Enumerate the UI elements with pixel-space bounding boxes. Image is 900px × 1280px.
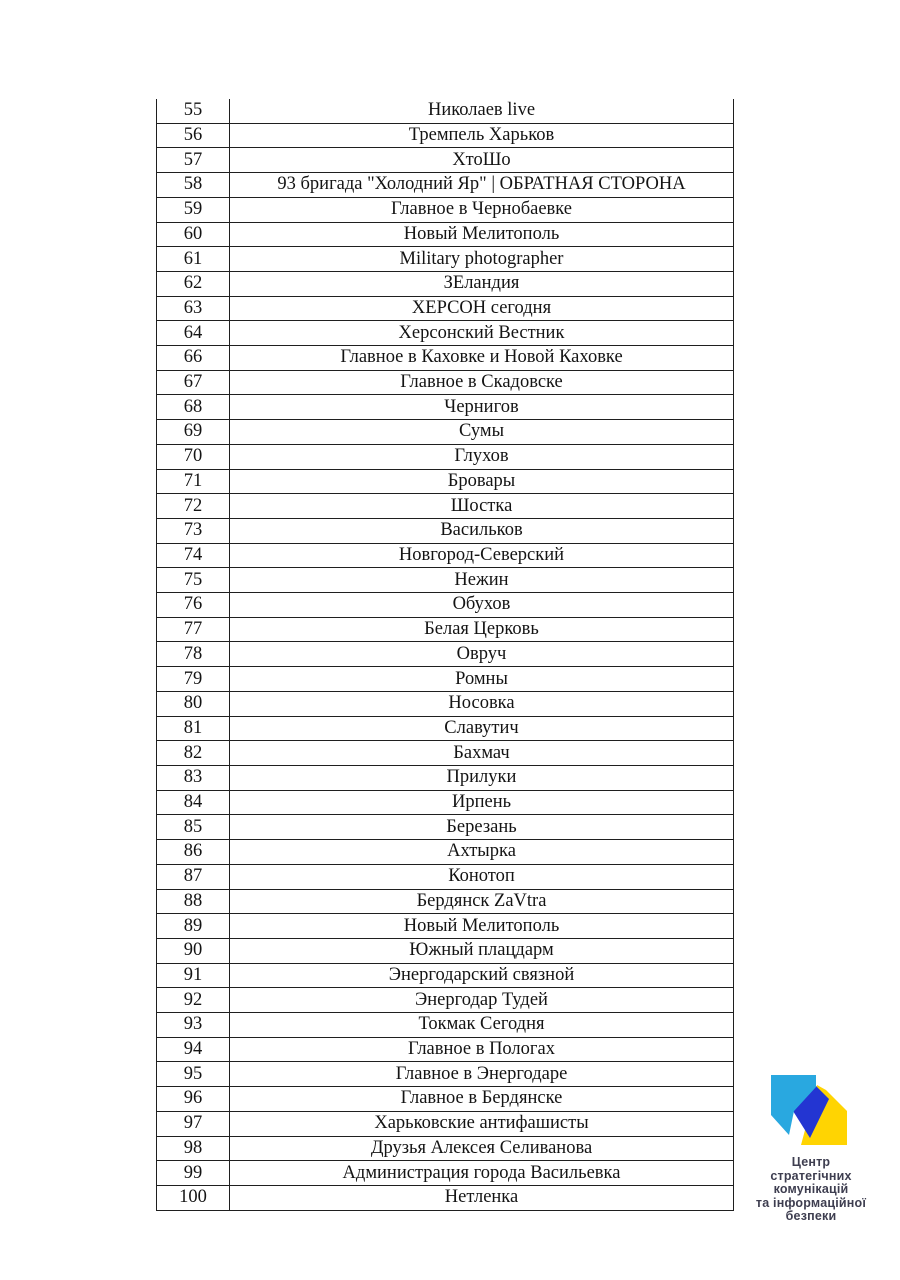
row-number-cell: 72 [157, 494, 230, 518]
channel-name-cell: Конотоп [448, 866, 515, 887]
table-row [157, 1038, 733, 1063]
row-number-cell: 93 [157, 1013, 230, 1037]
table-row [157, 272, 733, 297]
table-row [157, 1087, 733, 1112]
table-row [157, 99, 733, 124]
row-number-cell: 84 [157, 791, 230, 815]
channel-name-cell: Тремпель Харьков [408, 125, 555, 146]
table-row [157, 445, 733, 470]
table-row [157, 371, 733, 396]
row-number-cell: 80 [157, 692, 230, 716]
row-number-cell: 73 [157, 519, 230, 543]
channel-name-cell: Энергодарский связной [388, 964, 575, 985]
org-logo [751, 1063, 871, 1224]
row-number-cell: 77 [157, 618, 230, 642]
channel-name-cell: Обухов [452, 594, 511, 615]
table-row [157, 223, 733, 248]
row-number-cell: 70 [157, 445, 230, 469]
org-name-line: та інформаційної [755, 1195, 867, 1210]
channel-name-cell: Military photographer [399, 248, 564, 269]
channel-name-cell: Главное в Энергодаре [395, 1063, 568, 1084]
table-row [157, 865, 733, 890]
row-number-cell: 89 [157, 914, 230, 938]
table-row [157, 420, 733, 445]
table-row [157, 148, 733, 173]
row-number-cell: 100 [157, 1186, 230, 1210]
channel-name-cell: Нежин [454, 569, 509, 590]
channel-name-cell: Бровары [447, 470, 516, 491]
table-row [157, 741, 733, 766]
row-number-cell: 97 [157, 1112, 230, 1136]
channel-name-cell: Николаев live [427, 100, 536, 121]
channel-name-cell: Белая Церковь [424, 619, 539, 640]
channel-name-cell: Главное в Пологах [408, 1039, 555, 1060]
table-row [157, 964, 733, 989]
channel-name-cell: Славутич [444, 717, 519, 738]
table-row [157, 124, 733, 149]
channel-name-cell: Администрация города Васильевка [342, 1162, 621, 1183]
table-row [157, 321, 733, 346]
channel-name-cell: Чернигов [444, 396, 519, 417]
row-number-cell: 58 [157, 173, 230, 197]
table-row [157, 247, 733, 272]
channel-name-cell: Новый Мелитополь [403, 915, 560, 936]
row-number-cell: 82 [157, 741, 230, 765]
table-row [157, 939, 733, 964]
table-row [157, 297, 733, 322]
row-number-cell: 87 [157, 865, 230, 889]
row-number-cell: 62 [157, 272, 230, 296]
table-row [157, 544, 733, 569]
row-number-cell: 71 [157, 470, 230, 494]
channel-name-cell: Токмак Сегодня [418, 1014, 545, 1035]
cube-logo-icon [761, 1063, 861, 1153]
row-number-cell: 74 [157, 544, 230, 568]
row-number-cell: 94 [157, 1038, 230, 1062]
channel-name-cell: Главное в Каховке и Новой Каховке [340, 347, 623, 368]
row-number-cell: 68 [157, 395, 230, 419]
table-row [157, 173, 733, 198]
channel-name-cell: Главное в Бердянске [400, 1088, 563, 1109]
channel-name-cell: Сумы [458, 421, 505, 442]
row-number-cell: 67 [157, 371, 230, 395]
row-number-cell: 78 [157, 642, 230, 666]
table-row [157, 1186, 733, 1211]
channel-name-cell: Ирпень [451, 792, 512, 813]
table-row [157, 494, 733, 519]
org-name-line: комунікацій [773, 1182, 849, 1197]
row-number-cell: 83 [157, 766, 230, 790]
table-row [157, 667, 733, 692]
org-name [751, 1156, 871, 1224]
row-number-cell: 61 [157, 247, 230, 271]
table-row [157, 840, 733, 865]
table-row [157, 1161, 733, 1186]
channel-name-cell: Носовка [448, 693, 515, 714]
channel-name-cell: Ахтырка [447, 841, 516, 862]
table-row [157, 642, 733, 667]
row-number-cell: 90 [157, 939, 230, 963]
row-number-cell: 69 [157, 420, 230, 444]
channel-name-cell: Овруч [456, 643, 507, 664]
row-number-cell: 63 [157, 297, 230, 321]
table-row [157, 914, 733, 939]
row-number-cell: 86 [157, 840, 230, 864]
channel-name-cell: Новый Мелитополь [403, 223, 560, 244]
channel-name-cell: Южный плацдарм [409, 940, 554, 961]
channel-name-cell: Бердянск ZaVtra [416, 890, 547, 911]
row-number-cell: 57 [157, 148, 230, 172]
table-row [157, 593, 733, 618]
table-row [157, 1137, 733, 1162]
table-row [157, 346, 733, 371]
row-number-cell: 92 [157, 988, 230, 1012]
table-row [157, 618, 733, 643]
table-row [157, 791, 733, 816]
row-number-cell: 76 [157, 593, 230, 617]
row-number-cell: 79 [157, 667, 230, 691]
channel-name-cell: 93 бригада "Холодний Яр" | ОБРАТНАЯ СТОРОНА [277, 174, 686, 195]
channel-name-cell: ХЕРСОН сегодня [411, 297, 552, 318]
channel-name-cell: Шостка [450, 495, 513, 516]
channel-name-cell: Прилуки [446, 767, 517, 788]
channel-name-cell: Новгород-Северский [398, 545, 565, 565]
row-number-cell: 60 [157, 223, 230, 247]
table-row [157, 568, 733, 593]
row-number-cell: 66 [157, 346, 230, 370]
channel-name-cell: Васильков [440, 520, 523, 541]
row-number-cell: 56 [157, 124, 230, 148]
org-name-line: безпеки [785, 1209, 837, 1224]
channel-name-cell: Друзья Алексея Селиванова [370, 1137, 593, 1158]
row-number-cell: 64 [157, 321, 230, 345]
row-number-cell: 81 [157, 717, 230, 741]
row-number-cell: 96 [157, 1087, 230, 1111]
table-row [157, 988, 733, 1013]
channel-name-cell: Харьковские антифашисты [374, 1113, 589, 1134]
row-number-cell: 75 [157, 568, 230, 592]
channel-name-cell: Бахмач [453, 742, 510, 763]
channel-name-cell: Березань [446, 816, 517, 837]
channel-name-cell: ХтоШо [452, 149, 511, 170]
row-number-cell: 88 [157, 890, 230, 914]
channel-name-cell: Главное в Скадовске [400, 372, 563, 393]
table-row [157, 198, 733, 223]
channel-name-cell: ЗЕландия [443, 273, 520, 294]
table-row [157, 692, 733, 717]
org-name-line: Центр стратегічних [770, 1155, 852, 1183]
channel-name-cell: Энергодар Тудей [415, 989, 548, 1010]
table-row [157, 717, 733, 742]
channel-name-cell: Ромны [455, 668, 508, 689]
row-number-cell: 99 [157, 1161, 230, 1185]
row-number-cell: 59 [157, 198, 230, 222]
row-number-cell: 91 [157, 964, 230, 988]
channel-name-cell: Главное в Чернобаевке [391, 199, 572, 220]
row-number-cell: 98 [157, 1137, 230, 1161]
row-number-cell: 85 [157, 815, 230, 839]
table-row [157, 815, 733, 840]
table-row [157, 1013, 733, 1038]
table-row [157, 395, 733, 420]
table-row [157, 1062, 733, 1087]
table-row [157, 890, 733, 915]
row-number-cell: 95 [157, 1062, 230, 1086]
channel-name-cell: Глухов [454, 446, 509, 467]
channel-name-cell: Херсонский Вестник [398, 322, 565, 343]
table-row [157, 1112, 733, 1137]
channels-table [156, 99, 734, 1211]
table-row [157, 766, 733, 791]
row-number-cell: 55 [157, 99, 230, 123]
channel-name-cell: Нетленка [444, 1187, 519, 1208]
table-row [157, 470, 733, 495]
table-row [157, 519, 733, 544]
